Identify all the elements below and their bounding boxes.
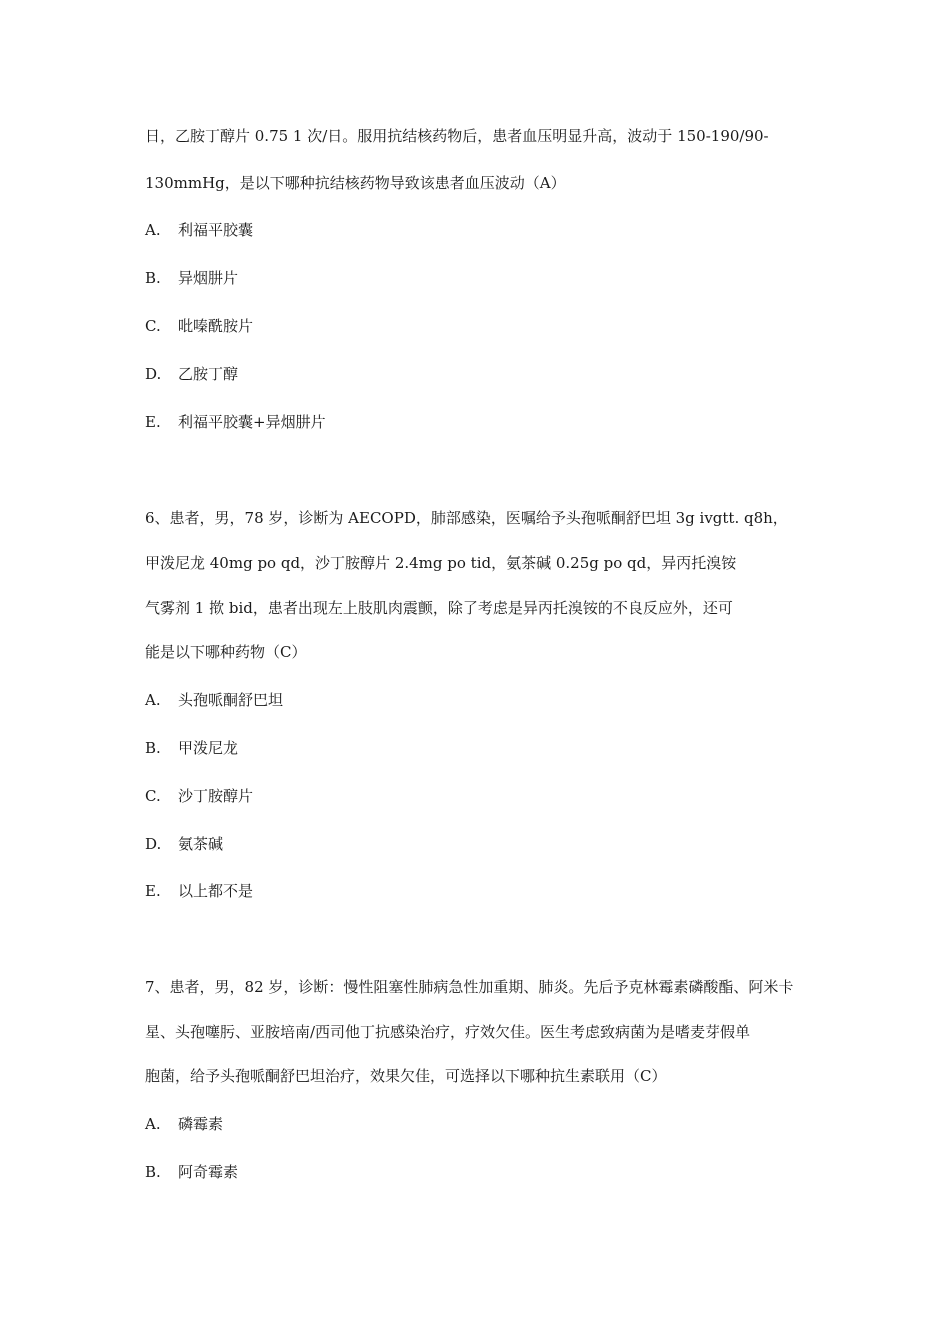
q7-stem-line-3: 胞菌，给予头孢哌酮舒巴坦治疗，效果欠佳，可选择以下哪种抗生素联用（C） bbox=[145, 1067, 667, 1085]
q6-option-d bbox=[145, 834, 223, 854]
option-letter: C. bbox=[145, 787, 161, 805]
option-letter: B. bbox=[145, 739, 161, 757]
option-text: 沙丁胺醇片 bbox=[178, 787, 254, 805]
q6-option-c bbox=[145, 786, 253, 806]
q6-stem-line-2: 甲泼尼龙 40mg po qd，沙丁胺醇片 2.4mg po tid，氨茶碱 0.25g po qd，异丙托溴铵 bbox=[145, 554, 737, 572]
q5-option-b bbox=[145, 268, 238, 288]
option-text: 磷霉素 bbox=[178, 1115, 224, 1133]
option-text: 吡嗪酰胺片 bbox=[178, 317, 254, 335]
option-letter: A. bbox=[145, 221, 161, 239]
q6-stem-line-3: 气雾剂 1 揿 bid，患者出现左上肢肌肉震颤，除了考虑是异丙托溴铵的不良反应外，还可 bbox=[145, 599, 733, 617]
option-text: 以上都不是 bbox=[178, 882, 254, 900]
q7-option-b bbox=[145, 1162, 238, 1182]
option-letter: B. bbox=[145, 269, 161, 287]
q5-option-e bbox=[145, 412, 326, 432]
option-letter: E. bbox=[145, 413, 161, 431]
option-text: 甲泼尼龙 bbox=[178, 739, 239, 757]
option-letter: D. bbox=[145, 835, 162, 853]
q7-stem-line-1: 7、患者，男，82 岁，诊断：慢性阻塞性肺病急性加重期、肺炎。先后予克林霉素磷酸酯、阿米卡 bbox=[145, 978, 794, 996]
q5-option-a bbox=[145, 220, 253, 240]
q6-option-a bbox=[145, 690, 283, 710]
q5-option-c bbox=[145, 316, 253, 336]
option-text: 利福平胶囊 bbox=[178, 221, 254, 239]
option-text: 利福平胶囊+异烟肼片 bbox=[178, 413, 326, 431]
option-text: 头孢哌酮舒巴坦 bbox=[178, 691, 284, 709]
option-letter: B. bbox=[145, 1163, 161, 1181]
q6-stem-line-4: 能是以下哪种药物（C） bbox=[145, 643, 307, 661]
option-letter: C. bbox=[145, 317, 161, 335]
q7-option-a bbox=[145, 1114, 223, 1134]
option-text: 异烟肼片 bbox=[178, 269, 239, 287]
option-letter: E. bbox=[145, 882, 161, 900]
option-letter: A. bbox=[145, 1115, 161, 1133]
option-letter: D. bbox=[145, 365, 162, 383]
q5-stem-line-1: 日，乙胺丁醇片 0.75 1 次/日。服用抗结核药物后，患者血压明显升高，波动于 150-190/90- bbox=[145, 127, 769, 145]
option-text: 阿奇霉素 bbox=[178, 1163, 239, 1181]
option-letter: A. bbox=[145, 691, 161, 709]
q6-option-e bbox=[145, 881, 253, 901]
q5-option-d bbox=[145, 364, 238, 384]
q5-stem-line-2: 130mmHg，是以下哪种抗结核药物导致该患者血压波动（A） bbox=[145, 174, 566, 192]
q6-option-b bbox=[145, 738, 238, 758]
q6-stem-line-1: 6、患者，男，78 岁，诊断为 AECOPD，肺部感染，医嘱给予头孢哌酮舒巴坦 3g ivgtt. q8h， bbox=[145, 509, 788, 527]
option-text: 乙胺丁醇 bbox=[178, 365, 239, 383]
option-text: 氨茶碱 bbox=[178, 835, 224, 853]
q7-stem-line-2: 星、头孢噻肟、亚胺培南/西司他丁抗感染治疗，疗效欠佳。医生考虑致病菌为是嗜麦芽假单 bbox=[145, 1023, 751, 1041]
